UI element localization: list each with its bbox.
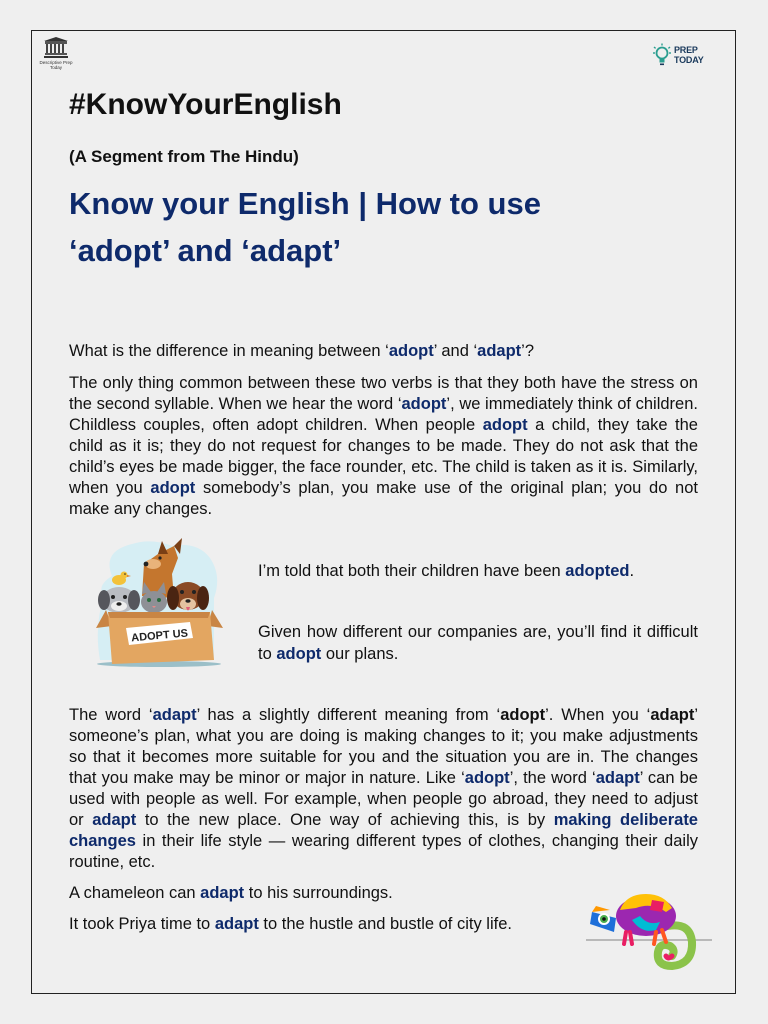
question-word-adopt: adopt — [388, 342, 434, 360]
example2-post: our plans. — [321, 645, 399, 663]
example4-pre: It took Priya time to — [69, 915, 215, 933]
headline-line2: ‘adopt’ and ‘adapt’ — [69, 233, 342, 268]
adopt-us-illustration — [92, 536, 227, 676]
chameleon-icon — [590, 894, 692, 966]
building-icon — [43, 37, 69, 59]
para1-word-1: adopt — [401, 395, 447, 413]
paragraph-adapt — [69, 705, 698, 873]
para2-text-8: in their life style — wearing different types of clothes, changing their daily routine, etc. — [69, 832, 698, 871]
logo-right-line2: TODAY — [674, 55, 704, 65]
para2-text-3: ’. When you ‘ — [545, 706, 651, 724]
para2-text-2: ’ has a slightly different meaning from ‘ — [196, 706, 501, 724]
para1-text-4: somebody’s plan, you make use of the original plan; you do not make any changes. — [69, 479, 698, 518]
example3-pre: A chameleon can — [69, 884, 201, 902]
question-paragraph — [69, 341, 698, 362]
logo-left — [38, 37, 74, 70]
para2-word-2: adopt — [500, 706, 546, 724]
hashtag-title: #KnowYourEnglish — [69, 88, 342, 121]
question-word-adapt: adapt — [477, 342, 522, 360]
para2-word-4: adopt — [464, 769, 510, 787]
logo-right-text — [674, 45, 704, 65]
para2-text-4: ’ someone’s plan, what you are doing is making changes to it; you make adjustments so that it becomes more suitable for you and the situation you are in. The changes that you make may be minor or major in nature. Like ‘ — [69, 706, 699, 787]
logo-left-text: Descriptive Prep Today — [39, 60, 73, 70]
example3-word: adapt — [200, 884, 245, 902]
headline-line1: Know your English | How to use — [69, 186, 541, 221]
para1-word-3: adopt — [150, 479, 196, 497]
dog-grey-icon — [98, 587, 140, 613]
example1-word: adopted — [565, 562, 630, 580]
para2-text-6: ’ can be used with people as well. For example, when people go abroad, they need to adjust or — [69, 769, 698, 829]
adopt-us-sign-text: ADOPT US — [130, 627, 189, 645]
question-mid: ’ and ‘ — [433, 342, 478, 360]
logo-right — [653, 43, 704, 67]
lightbulb-icon — [653, 43, 671, 67]
cardboard-box-icon — [96, 610, 223, 664]
example4-post: to the hustle and bustle of city life. — [258, 915, 512, 933]
question-pre: What is the difference in meaning between ‘ — [69, 342, 389, 360]
para2-word-1: adapt — [152, 706, 197, 724]
chameleon-illustration — [586, 886, 714, 977]
example1-post: . — [629, 562, 635, 580]
para2-word-6: adapt — [92, 811, 137, 829]
para1-text-1: The only thing common between these two verbs is that they both have the stress on the second syllable. When we hear the word ‘ — [69, 374, 698, 413]
dog-brown-icon — [167, 582, 209, 611]
para1-text-2: ’, we immediately think of children. Childless couples, often adopt children. When people — [69, 395, 698, 434]
paragraph-adopt — [69, 373, 698, 520]
para2-word-7: making deliberate changes — [69, 811, 698, 850]
article-headline — [69, 180, 689, 274]
question-post: ’? — [521, 342, 535, 360]
example-adopt-plans — [258, 621, 698, 665]
example-adopted — [258, 560, 698, 582]
para2-word-5: adapt — [595, 769, 640, 787]
example3-post: to his surroundings. — [244, 884, 393, 902]
segment-subtitle: (A Segment from The Hindu) — [69, 147, 299, 166]
example2-word: adopt — [276, 645, 322, 663]
logo-right-line1: PREP — [674, 45, 698, 55]
para1-word-2: adopt — [482, 416, 528, 434]
para1-text-3: a child, they take the child as it is; they do not request for changes to be made. They do not ask that the child’s eyes be made bigger, the face rounder, etc. The child is taken as it is. Similarly, when you — [69, 416, 698, 497]
example2-pre: Given how different our companies are, you’ll find it difficult to — [258, 623, 698, 663]
para2-text-1: The word ‘ — [69, 706, 153, 724]
para2-text-5: ’, the word ‘ — [509, 769, 596, 787]
example4-word: adapt — [214, 915, 259, 933]
example1-pre: I’m told that both their children have been — [258, 562, 566, 580]
para2-word-3: adapt — [650, 706, 695, 724]
para2-text-7: to the new place. One way of achieving this, is by — [136, 811, 554, 829]
